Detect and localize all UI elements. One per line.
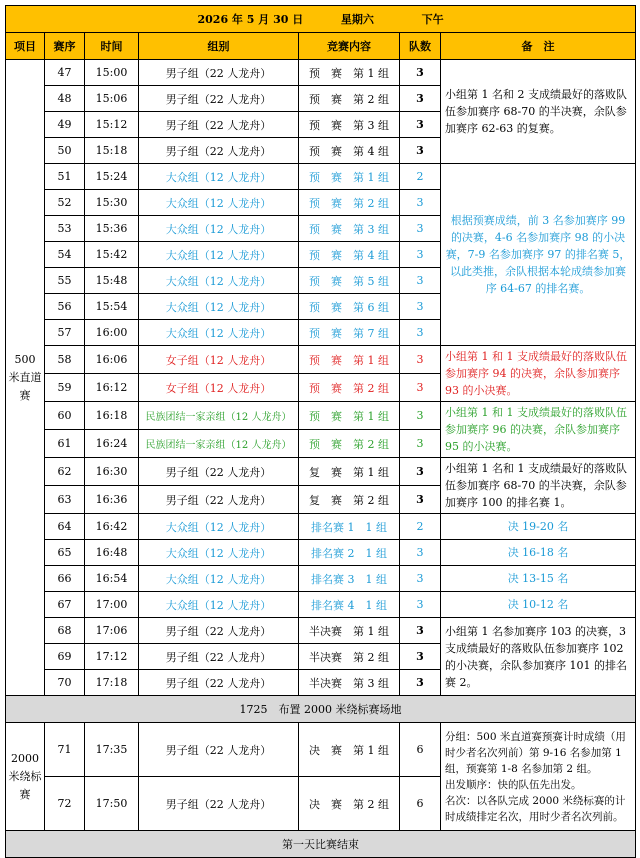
group-cell: 大众组（12 人龙舟）	[139, 514, 299, 540]
teams-cell: 3	[400, 60, 441, 86]
time-cell: 16:42	[85, 514, 139, 540]
teams-cell: 3	[400, 86, 441, 112]
separator-text: 1725 布置 2000 米绕标赛场地	[6, 696, 636, 723]
time-cell: 17:12	[85, 644, 139, 670]
teams-cell: 3	[400, 216, 441, 242]
seq-cell: 48	[45, 86, 85, 112]
group-cell: 大众组（12 人龙舟）	[139, 540, 299, 566]
content-cell: 半决赛 第 3 组	[299, 670, 400, 696]
group-cell: 男子组（22 人龙舟）	[139, 618, 299, 644]
group-cell: 男子组（22 人龙舟）	[139, 777, 299, 831]
time-cell: 15:42	[85, 242, 139, 268]
table-row	[6, 723, 636, 777]
notes-cell: 决 19-20 名	[441, 514, 636, 540]
group-cell: 大众组（12 人龙舟）	[139, 566, 299, 592]
seq-cell: 64	[45, 514, 85, 540]
seq-cell: 67	[45, 592, 85, 618]
header-teams: 队数	[400, 33, 441, 60]
time-cell: 17:35	[85, 723, 139, 777]
teams-cell: 2	[400, 164, 441, 190]
time-cell: 16:36	[85, 486, 139, 514]
teams-cell: 3	[400, 112, 441, 138]
time-cell: 15:06	[85, 86, 139, 112]
teams-cell: 3	[400, 486, 441, 514]
group-cell: 男子组（22 人龙舟）	[139, 644, 299, 670]
table-row	[6, 592, 636, 618]
teams-cell: 3	[400, 430, 441, 458]
notes-cell: 根据预赛成绩，前 3 名参加赛序 99 的决赛，4-6 名参加赛序 98 的小决赛，7-9 名参加赛序 97 的排名赛 5，以此类推，余队根据本轮成绩参加赛序 64-67 的排名赛。	[441, 164, 636, 346]
time-cell: 15:54	[85, 294, 139, 320]
seq-cell: 62	[45, 458, 85, 486]
teams-cell: 3	[400, 458, 441, 486]
notes-cell: 小组第 1 和 1 支成绩最好的落败队伍参加赛序 96 的决赛，余队参加赛序 95 的小决赛。	[441, 402, 636, 458]
group-cell: 大众组（12 人龙舟）	[139, 320, 299, 346]
group-cell: 男子组（22 人龙舟）	[139, 458, 299, 486]
table-row	[6, 164, 636, 190]
teams-cell: 3	[400, 268, 441, 294]
seq-cell: 52	[45, 190, 85, 216]
content-cell: 预 赛 第 1 组	[299, 60, 400, 86]
group-cell: 大众组（12 人龙舟）	[139, 294, 299, 320]
teams-cell: 6	[400, 777, 441, 831]
time-cell: 17:00	[85, 592, 139, 618]
group-cell: 大众组（12 人龙舟）	[139, 216, 299, 242]
content-cell: 排名赛 3 1 组	[299, 566, 400, 592]
seq-cell: 66	[45, 566, 85, 592]
group-cell: 男子组（22 人龙舟）	[139, 86, 299, 112]
content-cell: 预 赛 第 1 组	[299, 164, 400, 190]
seq-cell: 49	[45, 112, 85, 138]
group-cell: 民族团结一家亲组（12 人龙舟）	[139, 402, 299, 430]
time-cell: 15:00	[85, 60, 139, 86]
teams-cell: 3	[400, 294, 441, 320]
notes-cell: 分组：500 米直道赛预赛计时成绩（用时少者名次列前）第 9-16 名参加第 1 组，预赛第 1-8 名参加第 2 组。 出发顺序：快的队伍先出发。 名次：以各队完成 2000 米绕标赛的计时成绩排定名次，用时少者名次列前。	[441, 723, 636, 831]
header-group: 组别	[139, 33, 299, 60]
content-cell: 决 赛 第 1 组	[299, 723, 400, 777]
header-content: 竞赛内容	[299, 33, 400, 60]
title-period: 下午	[421, 13, 444, 26]
content-cell: 半决赛 第 2 组	[299, 644, 400, 670]
table-row	[6, 566, 636, 592]
time-cell: 16:18	[85, 402, 139, 430]
project-2000: 2000 米绕标赛	[6, 723, 45, 831]
time-cell: 15:12	[85, 112, 139, 138]
seq-cell: 53	[45, 216, 85, 242]
teams-cell: 3	[400, 592, 441, 618]
seq-cell: 68	[45, 618, 85, 644]
seq-cell: 58	[45, 346, 85, 374]
seq-cell: 50	[45, 138, 85, 164]
group-cell: 男子组（22 人龙舟）	[139, 670, 299, 696]
time-cell: 15:48	[85, 268, 139, 294]
content-cell: 决 赛 第 2 组	[299, 777, 400, 831]
notes-cell: 小组第 1 名参加赛序 103 的决赛，3 支成绩最好的落败队伍参加赛序 102 的小决赛，余队参加赛序 101 的排名赛 2。	[441, 618, 636, 696]
teams-cell: 6	[400, 723, 441, 777]
time-cell: 16:54	[85, 566, 139, 592]
header-row	[6, 33, 636, 60]
content-cell: 预 赛 第 3 组	[299, 112, 400, 138]
seq-cell: 65	[45, 540, 85, 566]
time-cell: 15:18	[85, 138, 139, 164]
notes-cell: 决 16-18 名	[441, 540, 636, 566]
content-cell: 预 赛 第 1 组	[299, 402, 400, 430]
teams-cell: 3	[400, 346, 441, 374]
teams-cell: 2	[400, 514, 441, 540]
schedule-table	[5, 5, 636, 858]
footer-text: 第一天比赛结束	[6, 831, 636, 858]
content-cell: 预 赛 第 2 组	[299, 190, 400, 216]
table-row	[6, 402, 636, 430]
time-cell: 15:24	[85, 164, 139, 190]
notes-cell: 决 10-12 名	[441, 592, 636, 618]
time-cell: 17:06	[85, 618, 139, 644]
header-project: 项目	[6, 33, 45, 60]
group-cell: 女子组（12 人龙舟）	[139, 374, 299, 402]
time-cell: 16:48	[85, 540, 139, 566]
time-cell: 16:30	[85, 458, 139, 486]
content-cell: 预 赛 第 1 组	[299, 346, 400, 374]
teams-cell: 3	[400, 374, 441, 402]
group-cell: 大众组（12 人龙舟）	[139, 592, 299, 618]
group-cell: 男子组（22 人龙舟）	[139, 723, 299, 777]
content-cell: 预 赛 第 3 组	[299, 216, 400, 242]
teams-cell: 3	[400, 138, 441, 164]
content-cell: 排名赛 2 1 组	[299, 540, 400, 566]
content-cell: 预 赛 第 4 组	[299, 242, 400, 268]
seq-cell: 51	[45, 164, 85, 190]
content-cell: 预 赛 第 4 组	[299, 138, 400, 164]
title-date: 2026 年 5 月 30 日	[197, 13, 304, 26]
header-seq: 赛序	[45, 33, 85, 60]
notes-cell: 小组第 1 名和 2 支成绩最好的落败队伍参加赛序 68-70 的半决赛，余队参加赛序 62-63 的复赛。	[441, 60, 636, 164]
page-title	[6, 6, 636, 33]
table-row	[6, 60, 636, 86]
seq-cell: 72	[45, 777, 85, 831]
time-cell: 17:50	[85, 777, 139, 831]
footer-row	[6, 831, 636, 858]
seq-cell: 47	[45, 60, 85, 86]
group-cell: 男子组（22 人龙舟）	[139, 112, 299, 138]
group-cell: 大众组（12 人龙舟）	[139, 190, 299, 216]
separator-row	[6, 696, 636, 723]
seq-cell: 63	[45, 486, 85, 514]
content-cell: 预 赛 第 6 组	[299, 294, 400, 320]
group-cell: 大众组（12 人龙舟）	[139, 268, 299, 294]
content-cell: 预 赛 第 2 组	[299, 374, 400, 402]
group-cell: 男子组（22 人龙舟）	[139, 138, 299, 164]
seq-cell: 61	[45, 430, 85, 458]
header-time: 时间	[85, 33, 139, 60]
teams-cell: 3	[400, 190, 441, 216]
title-weekday: 星期六	[340, 13, 374, 26]
content-cell: 预 赛 第 7 组	[299, 320, 400, 346]
title-row	[6, 6, 636, 33]
time-cell: 16:06	[85, 346, 139, 374]
header-notes: 备 注	[441, 33, 636, 60]
time-cell: 15:36	[85, 216, 139, 242]
content-cell: 排名赛 4 1 组	[299, 592, 400, 618]
table-row	[6, 346, 636, 374]
group-cell: 女子组（12 人龙舟）	[139, 346, 299, 374]
group-cell: 大众组（12 人龙舟）	[139, 164, 299, 190]
time-cell: 15:30	[85, 190, 139, 216]
teams-cell: 3	[400, 670, 441, 696]
seq-cell: 70	[45, 670, 85, 696]
table-row	[6, 458, 636, 486]
content-cell: 排名赛 1 1 组	[299, 514, 400, 540]
time-cell: 17:18	[85, 670, 139, 696]
teams-cell: 3	[400, 242, 441, 268]
group-cell: 大众组（12 人龙舟）	[139, 242, 299, 268]
teams-cell: 3	[400, 566, 441, 592]
table-row	[6, 514, 636, 540]
group-cell: 男子组（22 人龙舟）	[139, 60, 299, 86]
content-cell: 半决赛 第 1 组	[299, 618, 400, 644]
seq-cell: 60	[45, 402, 85, 430]
notes-cell: 小组第 1 和 1 支成绩最好的落败队伍参加赛序 94 的决赛，余队参加赛序 93 的小决赛。	[441, 346, 636, 402]
table-row	[6, 618, 636, 644]
seq-cell: 71	[45, 723, 85, 777]
content-cell: 复 赛 第 2 组	[299, 486, 400, 514]
time-cell: 16:12	[85, 374, 139, 402]
content-cell: 预 赛 第 5 组	[299, 268, 400, 294]
time-cell: 16:24	[85, 430, 139, 458]
seq-cell: 54	[45, 242, 85, 268]
seq-cell: 56	[45, 294, 85, 320]
teams-cell: 3	[400, 402, 441, 430]
table-row	[6, 540, 636, 566]
teams-cell: 3	[400, 618, 441, 644]
group-cell: 男子组（22 人龙舟）	[139, 486, 299, 514]
notes-cell: 小组第 1 名和 1 支成绩最好的落败队伍参加赛序 68-70 的半决赛，余队参加赛序 100 的排名赛 1。	[441, 458, 636, 514]
teams-cell: 3	[400, 320, 441, 346]
teams-cell: 3	[400, 644, 441, 670]
seq-cell: 55	[45, 268, 85, 294]
seq-cell: 69	[45, 644, 85, 670]
content-cell: 复 赛 第 1 组	[299, 458, 400, 486]
seq-cell: 57	[45, 320, 85, 346]
notes-cell: 决 13-15 名	[441, 566, 636, 592]
project-500: 500 米直道赛	[6, 60, 45, 696]
group-cell: 民族团结一家亲组（12 人龙舟）	[139, 430, 299, 458]
content-cell: 预 赛 第 2 组	[299, 86, 400, 112]
time-cell: 16:00	[85, 320, 139, 346]
teams-cell: 3	[400, 540, 441, 566]
seq-cell: 59	[45, 374, 85, 402]
content-cell: 预 赛 第 2 组	[299, 430, 400, 458]
